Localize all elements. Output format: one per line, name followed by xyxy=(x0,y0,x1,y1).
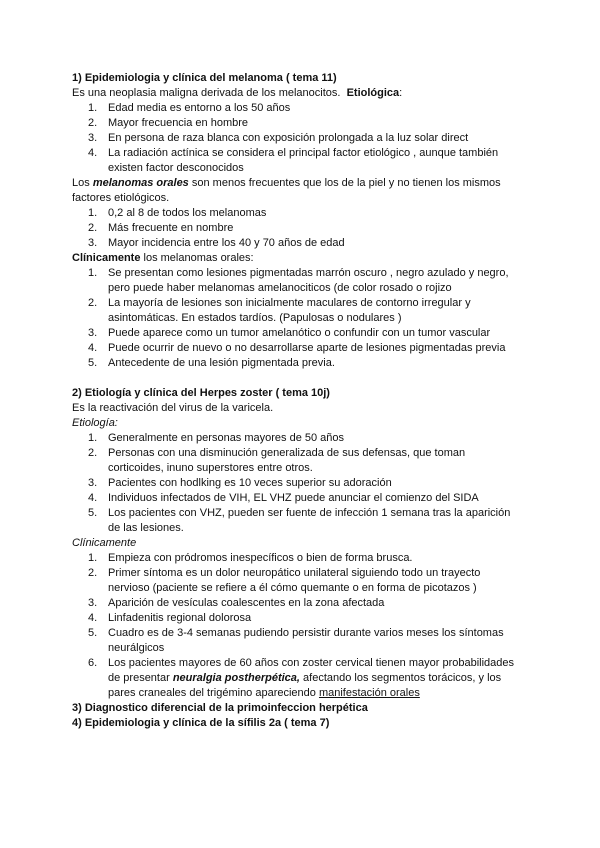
list-item: 4. La radiación actínica se considera el principal factor etiológico , aunque también existen factor desconocidos xyxy=(88,147,499,174)
oral-melanoma-text-line2: factores etiológicos. xyxy=(72,192,170,204)
list-item: 3. Pacientes con hodlking es 10 veces superior su adoración xyxy=(88,477,392,489)
clinicamente-italic-label: Clínicamente xyxy=(72,537,137,549)
list-item: 2. La mayoría de lesiones son inicialmente maculares de contorno irregular y asintomáticas. En estados tardíos. (Papulosas o nodulares ) xyxy=(88,297,471,324)
neuralgia-emphasis: neuralgia postherpética, xyxy=(172,672,300,684)
list-item: 3. Puede aparece como un tumor amelanótico o confundir con un tumor vascular xyxy=(88,327,491,339)
list-item: 2. Personas con una disminución generalizada de sus defensas, que toman corticoides, inuno superstores entre otros. xyxy=(88,447,466,474)
list-item: 3. Mayor incidencia entre los 40 y 70 años de edad xyxy=(88,237,345,249)
list-item: 1. Empieza con pródromos inespecíficos o bien de forma brusca. xyxy=(88,552,413,564)
etiologica-label: Etiológica xyxy=(346,87,400,99)
section-2-heading: 2) Etiología y clínica del Herpes zoster ( tema 10j) xyxy=(72,387,330,399)
clinicamente-label: Clínicamente xyxy=(72,252,141,264)
list-item: 4. Linfadenitis regional dolorosa xyxy=(88,612,252,624)
list-item: 4. Puede ocurrir de nuevo o no desarrollarse aparte de lesiones pigmentadas previa xyxy=(88,342,506,354)
list-item: 5. Antecedente de una lesión pigmentada previa. xyxy=(88,357,335,369)
clinica-intro: Clínicamente los melanomas orales: xyxy=(72,252,254,264)
list-item: 1. Generalmente en personas mayores de 50 años xyxy=(88,432,345,444)
list-item: 6. Los pacientes mayores de 60 años con zoster cervical tienen mayor probabilidades de presentar neuralgia postherpética, afectando los segmentos torácicos, y los pares craneales del trigémino apareciendo manifestación orales xyxy=(88,657,515,699)
section-4-heading: 4) Epidemiologia y clínica de la sífilis 2a ( tema 7) xyxy=(72,717,330,729)
oral-melanoma-list xyxy=(72,206,542,251)
section-1-heading: 1) Epidemiologia y clínica del melanoma ( tema 11) xyxy=(72,72,337,84)
section-2-intro: Es la reactivación del virus de la varicela. xyxy=(72,402,274,414)
list-item: 3. Aparición de vesículas coalescentes en la zona afectada xyxy=(88,597,385,609)
document-page xyxy=(72,71,542,731)
list-item: 2. Más frecuente en nombre xyxy=(88,222,234,234)
section-1-intro: Es una neoplasia maligna derivada de los melanocitos. Etiológica: xyxy=(72,87,403,99)
list-item: 1. Se presentan como lesiones pigmentadas marrón oscuro , negro azulado y negro, pero puede haber melanomas amelanociticos (de color rosado o rojizo xyxy=(88,267,509,294)
list-item: 4. Individuos infectados de VIH, EL VHZ puede anunciar el comienzo del SIDA xyxy=(88,492,479,504)
list-item: 1. 0,2 al 8 de todos los melanomas xyxy=(88,207,267,219)
melanoma-etiology-list xyxy=(72,101,542,176)
list-item: 2. Mayor frecuencia en hombre xyxy=(88,117,249,129)
melanoma-clinical-list xyxy=(72,266,542,371)
oral-melanoma-text: Los melanomas orales son menos frecuentes que los de la piel y no tienen los mismos xyxy=(72,177,501,189)
herpes-clinical-list xyxy=(72,551,542,701)
herpes-etiology-list xyxy=(72,431,542,536)
list-item: 1. Edad media es entorno a los 50 años xyxy=(88,102,291,114)
section-3-heading: 3) Diagnostico diferencial de la primoinfeccion herpética xyxy=(72,702,368,714)
list-item: 5. Cuadro es de 3-4 semanas pudiendo persistir durante varios meses los síntomas neurálgicos xyxy=(88,627,504,654)
manifestacion-underlined: manifestación orales xyxy=(318,687,420,699)
list-item: 3. En persona de raza blanca con exposición prolongada a la luz solar direct xyxy=(88,132,469,144)
melanomas-orales-emphasis: melanomas orales xyxy=(92,177,189,189)
list-item: 5. Los pacientes con VHZ, pueden ser fuente de infección 1 semana tras la aparición de las lesiones. xyxy=(88,507,511,534)
list-item: 2. Primer síntoma es un dolor neuropático unilateral siguiendo todo un trayecto nervioso (paciente se refiere a él cómo quemante o en forma de picotazos ) xyxy=(88,567,481,594)
etiologia-label: Etiología: xyxy=(72,417,118,429)
